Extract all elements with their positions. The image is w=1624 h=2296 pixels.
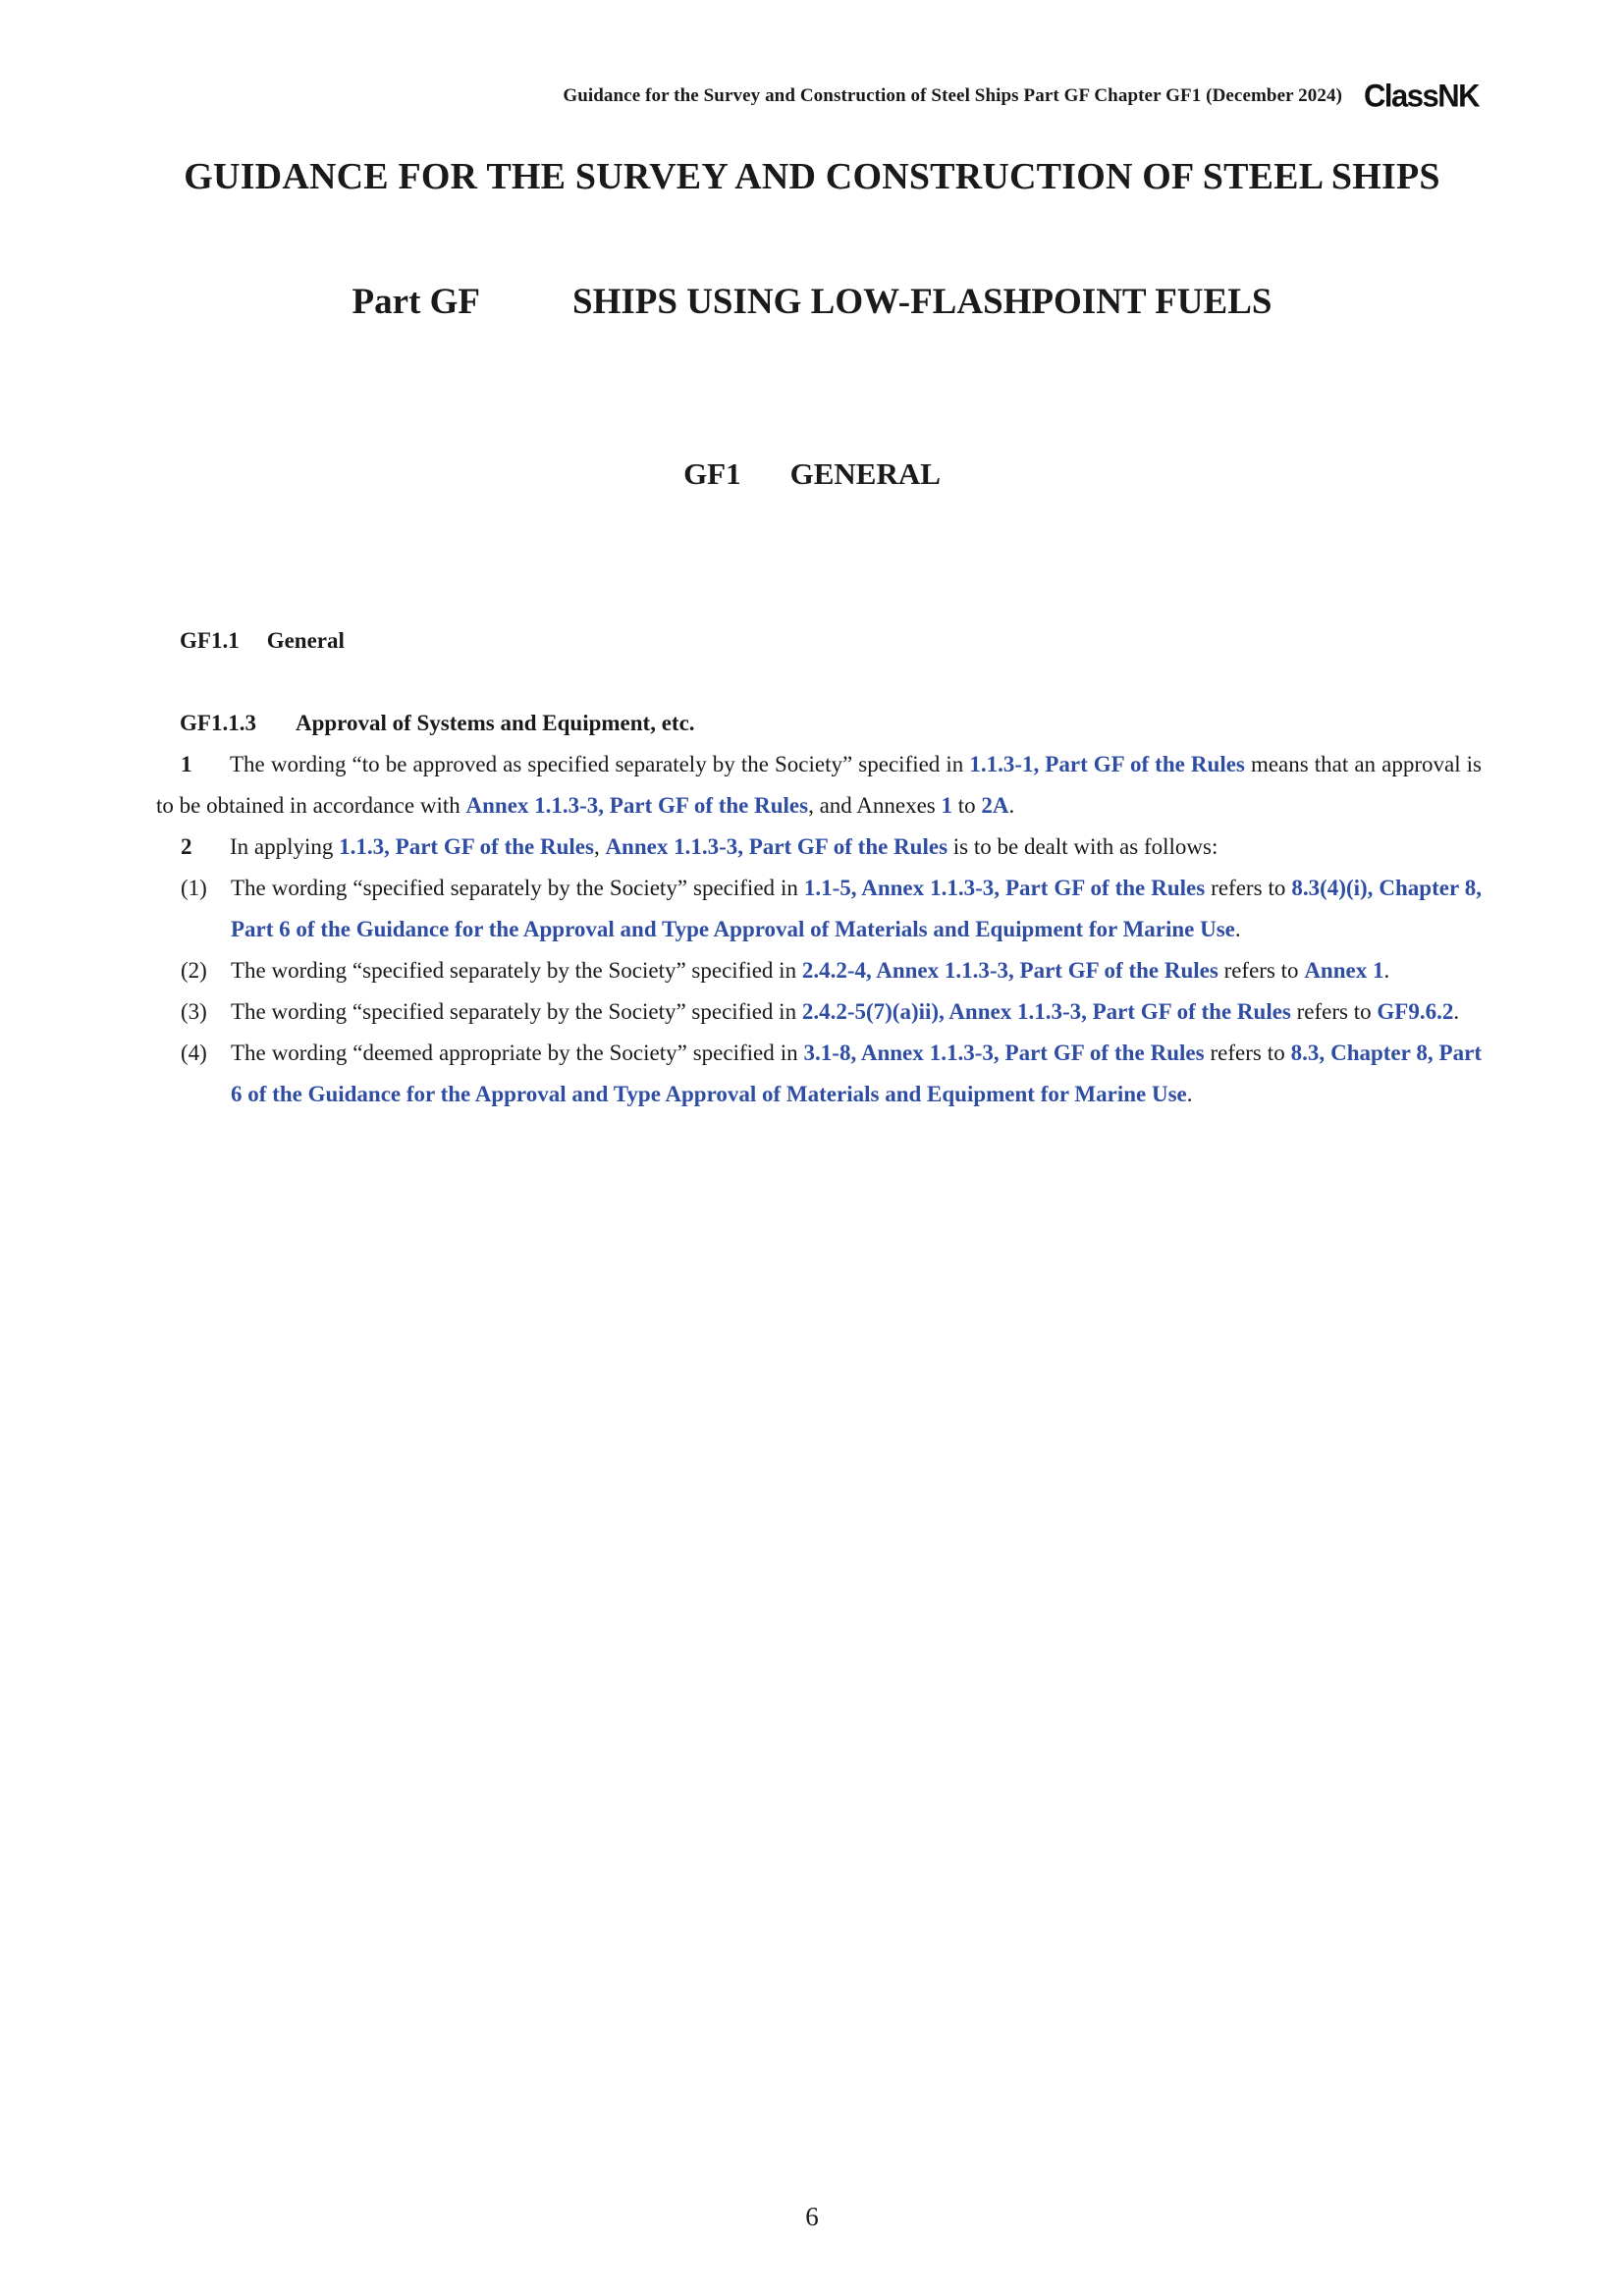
text-run: refers to xyxy=(1204,1041,1291,1065)
annex-reference-link[interactable]: 2A xyxy=(981,793,1009,818)
page-number: 6 xyxy=(805,2202,819,2231)
document-title: GUIDANCE FOR THE SURVEY AND CONSTRUCTION OF STEEL SHIPS xyxy=(184,156,1440,197)
annex-reference-link[interactable]: 1 xyxy=(941,793,953,818)
rule-reference-link[interactable]: 1.1.3, Part GF of the Rules xyxy=(339,834,594,859)
subsection-title: Approval of Systems and Equipment, etc. xyxy=(295,711,695,735)
text-run: means that an approval is to be obtained in accordance with xyxy=(156,752,1482,818)
text-run: The wording “specified separately by the Society” specified in xyxy=(231,876,804,900)
text-run: The wording “specified separately by the Society” specified in xyxy=(231,958,802,983)
part-label: Part GF xyxy=(352,282,481,322)
text-run: The wording “specified separately by the Society” specified in xyxy=(231,999,802,1024)
guidance-reference-link[interactable]: 8.3(4)(i), Chapter 8, Part 6 of the Guidance for the Approval and Type Approval of Materials and Equipment for Marine Use xyxy=(231,876,1482,941)
running-title: Guidance for the Survey and Construction of Steel Ships Part GF Chapter GF1 (December 2024) xyxy=(563,85,1342,106)
guidance-reference-link[interactable]: 8.3, Chapter 8, Part 6 of the Guidance for the Approval and Type Approval of Materials and Equipment for Marine Use xyxy=(231,1041,1482,1106)
text-run: refers to xyxy=(1205,876,1292,900)
paragraph-1 xyxy=(156,744,1482,827)
text-run: to xyxy=(952,793,982,818)
rule-reference-link[interactable]: 1.1.3-1, Part GF of the Rules xyxy=(969,752,1245,776)
item-label: (2) xyxy=(181,958,207,983)
item-label: (1) xyxy=(181,876,207,900)
chapter-name: GENERAL xyxy=(789,456,941,491)
text-run: , xyxy=(593,834,606,859)
classnk-logo: ClassNK xyxy=(1364,78,1479,114)
list-item xyxy=(156,1033,1482,1115)
list-item xyxy=(156,991,1482,1033)
item-label: (4) xyxy=(181,1041,207,1065)
chapter-title xyxy=(0,456,1624,492)
chapter-number: GF1 xyxy=(683,456,741,491)
text-run: , and Annexes xyxy=(808,793,942,818)
section-heading xyxy=(180,628,345,654)
section-title: General xyxy=(266,628,345,653)
text-run: . xyxy=(1234,917,1241,941)
subsection-number: GF1.1.3 xyxy=(180,711,256,735)
running-header xyxy=(563,79,1479,114)
annex-reference-link[interactable]: Annex 1 xyxy=(1304,958,1384,983)
item-label: (3) xyxy=(181,999,207,1024)
section-number: GF1.1 xyxy=(180,628,240,653)
text-run: . xyxy=(1453,999,1460,1024)
rule-reference-link[interactable]: 3.1-8, Annex 1.1.3-3, Part GF of the Rules xyxy=(803,1041,1205,1065)
guidance-reference-link[interactable]: GF9.6.2 xyxy=(1377,999,1454,1024)
text-run: The wording “deemed appropriate by the Society” specified in xyxy=(231,1041,804,1065)
text-run: refers to xyxy=(1218,958,1305,983)
paragraph-number: 1 xyxy=(181,752,192,776)
rule-reference-link[interactable]: 2.4.2-4, Annex 1.1.3-3, Part GF of the Rules xyxy=(801,958,1218,983)
list-item xyxy=(156,868,1482,950)
text-run: refers to xyxy=(1290,999,1378,1024)
rule-reference-link[interactable]: Annex 1.1.3-3, Part GF of the Rules xyxy=(605,834,948,859)
text-run: is to be dealt with as follows: xyxy=(947,834,1218,859)
text-run: The wording “to be approved as specified separately by the Society” specified in xyxy=(230,752,970,776)
rule-reference-link[interactable]: Annex 1.1.3-3, Part GF of the Rules xyxy=(465,793,809,818)
body-text xyxy=(156,744,1482,1115)
part-name: SHIPS USING LOW-FLASHPOINT FUELS xyxy=(572,282,1272,322)
paragraph-number: 2 xyxy=(181,834,192,859)
list-item xyxy=(156,950,1482,991)
text-run: In applying xyxy=(230,834,340,859)
text-run: . xyxy=(1383,958,1390,983)
rule-reference-link[interactable]: 2.4.2-5(7)(a)ii), Annex 1.1.3-3, Part GF of the Rules xyxy=(801,999,1291,1024)
rule-reference-link[interactable]: 1.1-5, Annex 1.1.3-3, Part GF of the Rules xyxy=(803,876,1206,900)
subsection-heading xyxy=(180,711,695,736)
paragraph-2 xyxy=(156,827,1482,868)
part-title xyxy=(0,281,1624,323)
text-run: . xyxy=(1186,1082,1193,1106)
text-run: . xyxy=(1008,793,1015,818)
